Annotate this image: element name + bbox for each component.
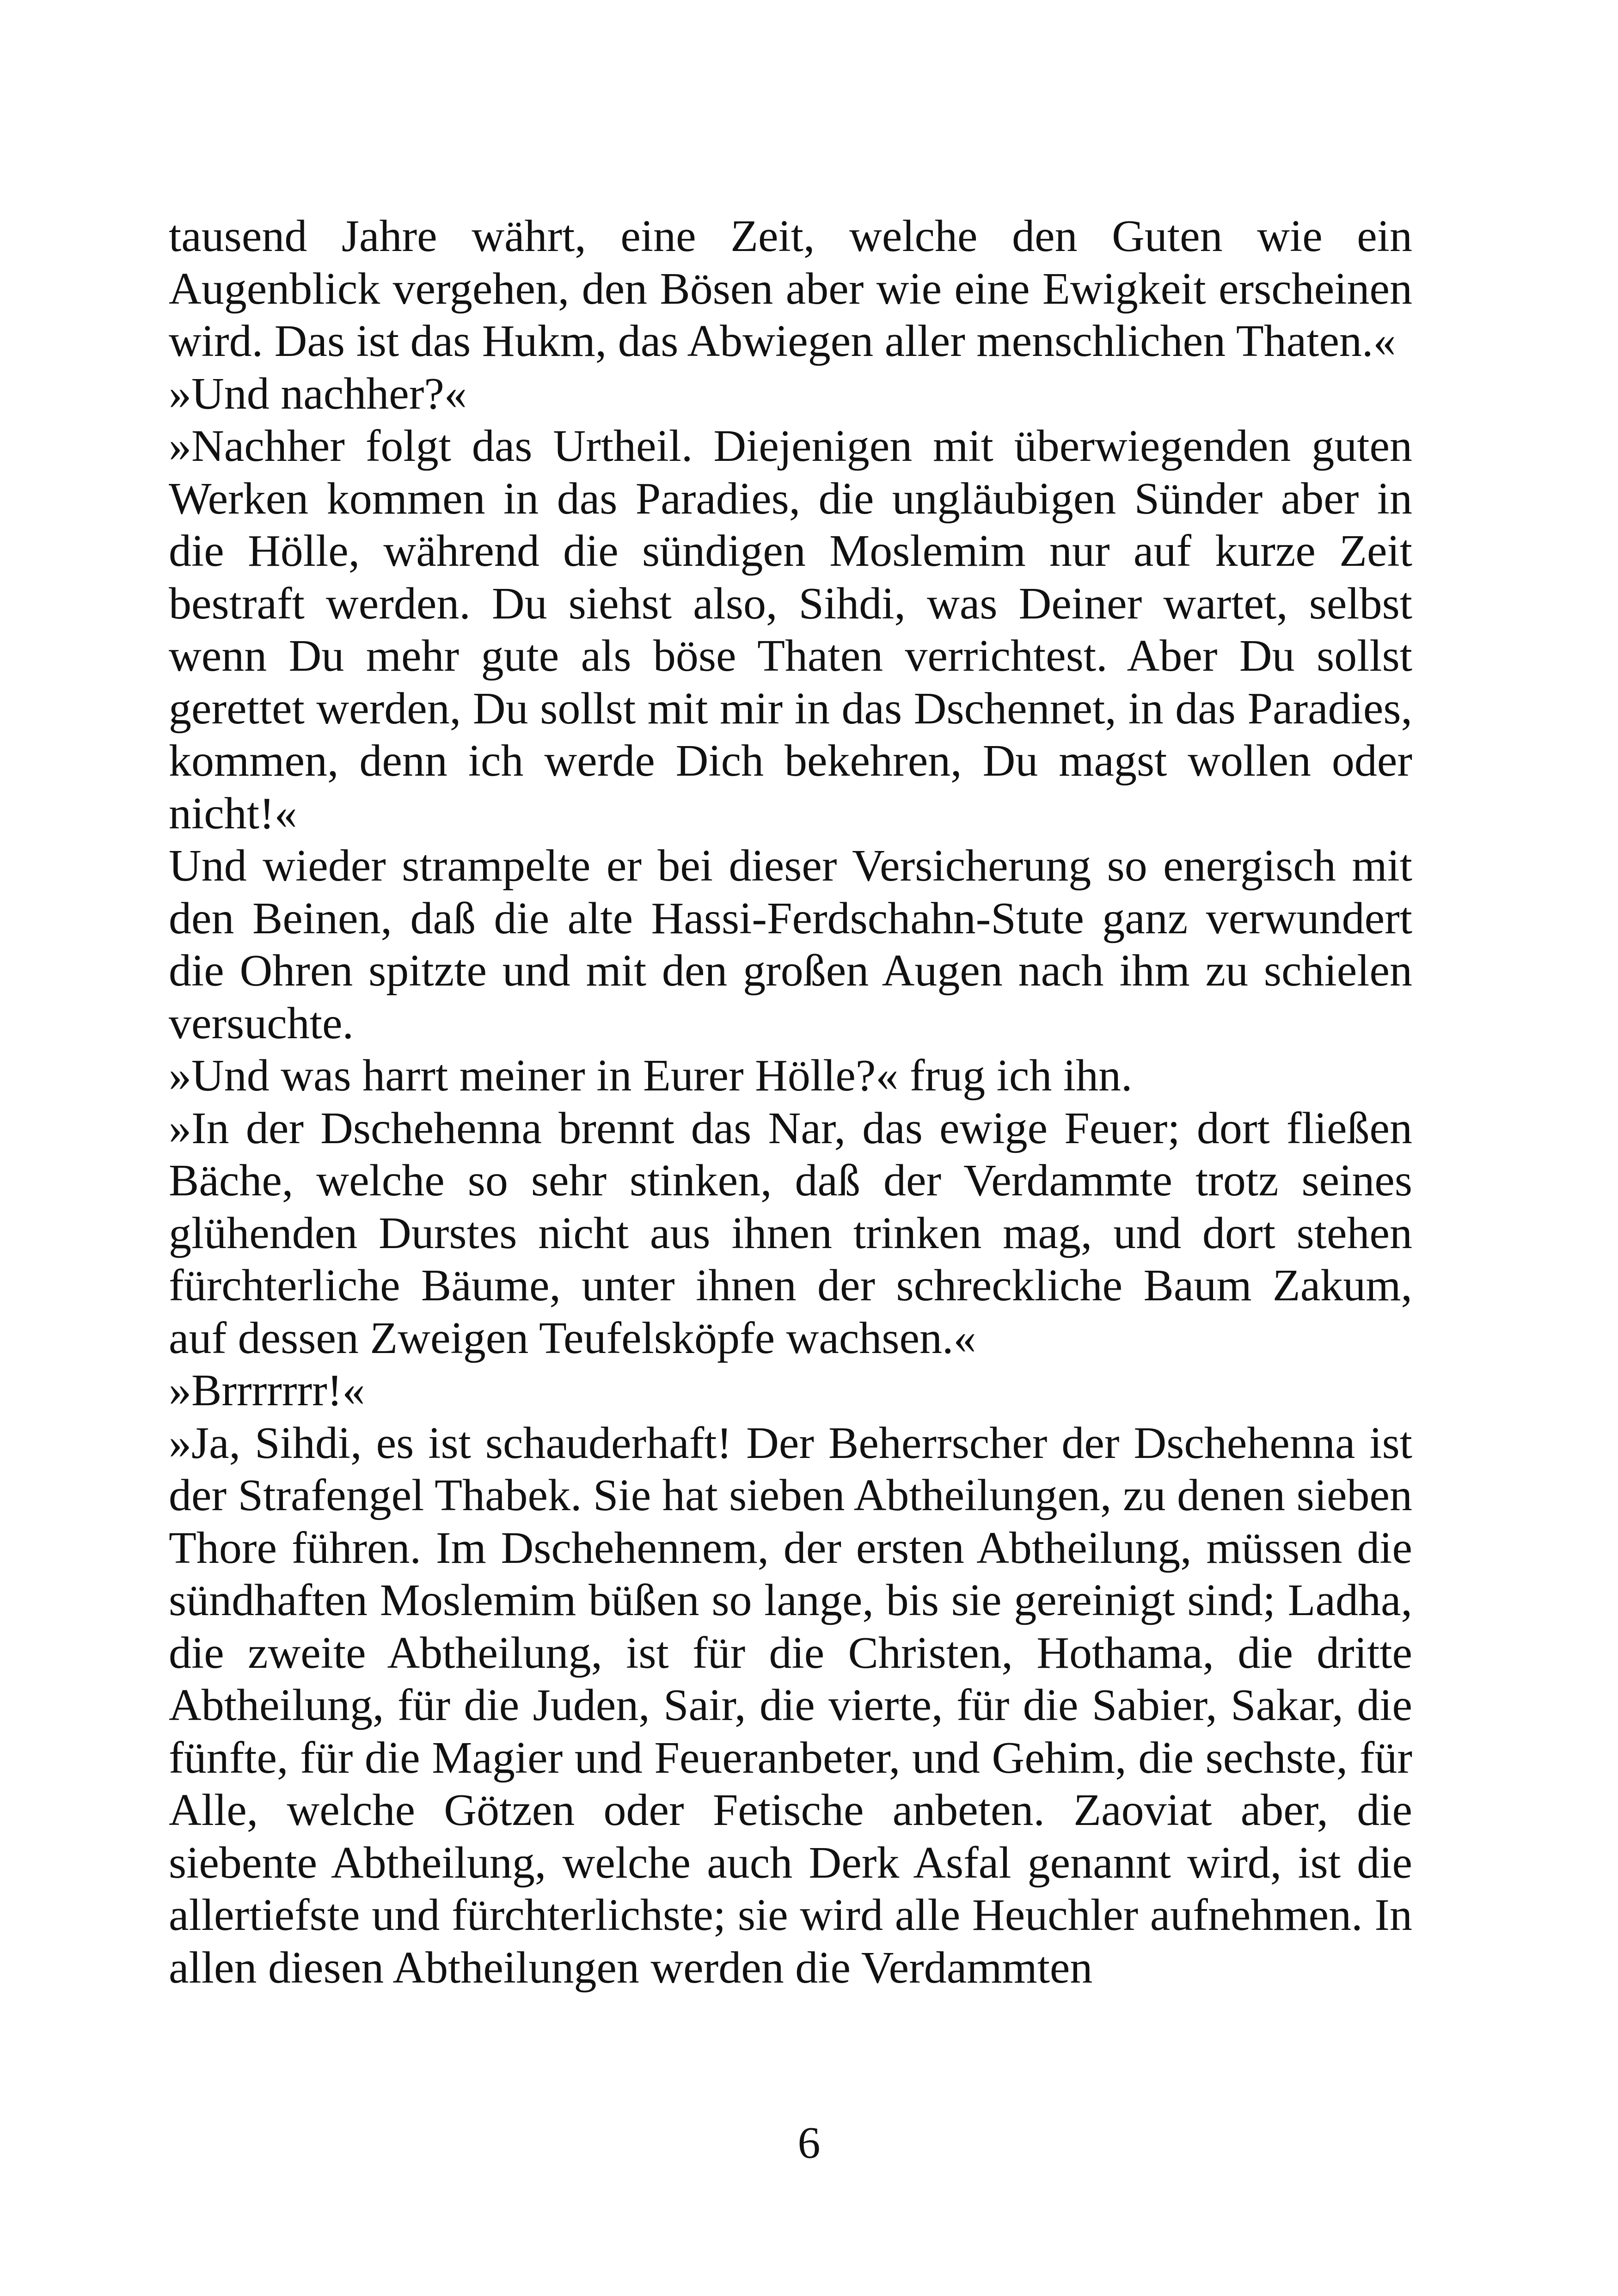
paragraph: »Nachher folgt das Urtheil. Diejenigen mit überwiegenden guten Werken kommen in das Paradies, die ungläubigen Sünder aber in die Hölle, während die sündigen Moslemim nur auf kurze Zeit bestraft werden. Du siehst also, Sihdi, was Deiner wartet, selbst wenn Du mehr gute als böse Thaten verrichtest. Aber Du sollst gerettet werden, Du sollst mit mir in das Dschennet, in das Paradies, kommen, denn ich werde Dich bekehren, Du magst wollen oder nicht!« <box>169 421 1412 839</box>
paragraph: »Und was harrt meiner in Eurer Hölle?« frug ich ihn. <box>169 1051 1133 1101</box>
paragraph: »Und nachher?« <box>169 368 467 419</box>
page-number: 6 <box>797 2118 821 2168</box>
paragraph: Und wieder strampelte er bei dieser Versicherung so energisch mit den Beinen, daß die alte Hassi-Ferdschahn-Stute ganz verwundert die Ohren spitzte und mit den großen Augen nach ihm zu schielen versuchte. <box>169 841 1412 1048</box>
paragraph: »Brrrrrrr!« <box>169 1365 365 1415</box>
body-text <box>169 210 1412 1994</box>
paragraph: »Ja, Sihdi, es ist schauderhaft! Der Beherrscher der Dschehenna ist der Strafengel Thabek. Sie hat sieben Abtheilungen, zu denen sieben Thore führen. Im Dschehennem, der ersten Abtheilung, müssen die sündhaften Moslemim büßen so lange, bis sie gereinigt sind; Ladha, die zweite Abtheilung, ist für die Christen, Hothama, die dritte Abtheilung, für die Juden, Sair, die vierte, für die Sabier, Sakar, die fünfte, für die Magier und Feueranbeter, und Gehim, die sechste, für Alle, welche Götzen oder Fetische anbeten. Zaoviat aber, die siebente Abtheilung, welche auch Derk Asfal genannt wird, ist die allertiefste und fürchterlichste; sie wird alle Heuchler aufnehmen. In allen diesen Abtheilungen werden die Verdammten <box>169 1418 1412 1993</box>
paragraph: »In der Dschehenna brennt das Nar, das ewige Feuer; dort fließen Bäche, welche so sehr stinken, daß der Verdammte trotz seines glühenden Durstes nicht aus ihnen trinken mag, und dort stehen fürchterliche Bäume, unter ihnen der schreckliche Baum Zakum, auf dessen Zweigen Teufelsköpfe wachsen.« <box>169 1103 1412 1363</box>
paragraph: tausend Jahre währt, eine Zeit, welche den Guten wie ein Augenblick vergehen, den Bösen aber wie eine Ewigkeit erscheinen wird. Das ist das Hukm, das Abwiegen aller menschlichen Thaten.« <box>169 211 1412 366</box>
